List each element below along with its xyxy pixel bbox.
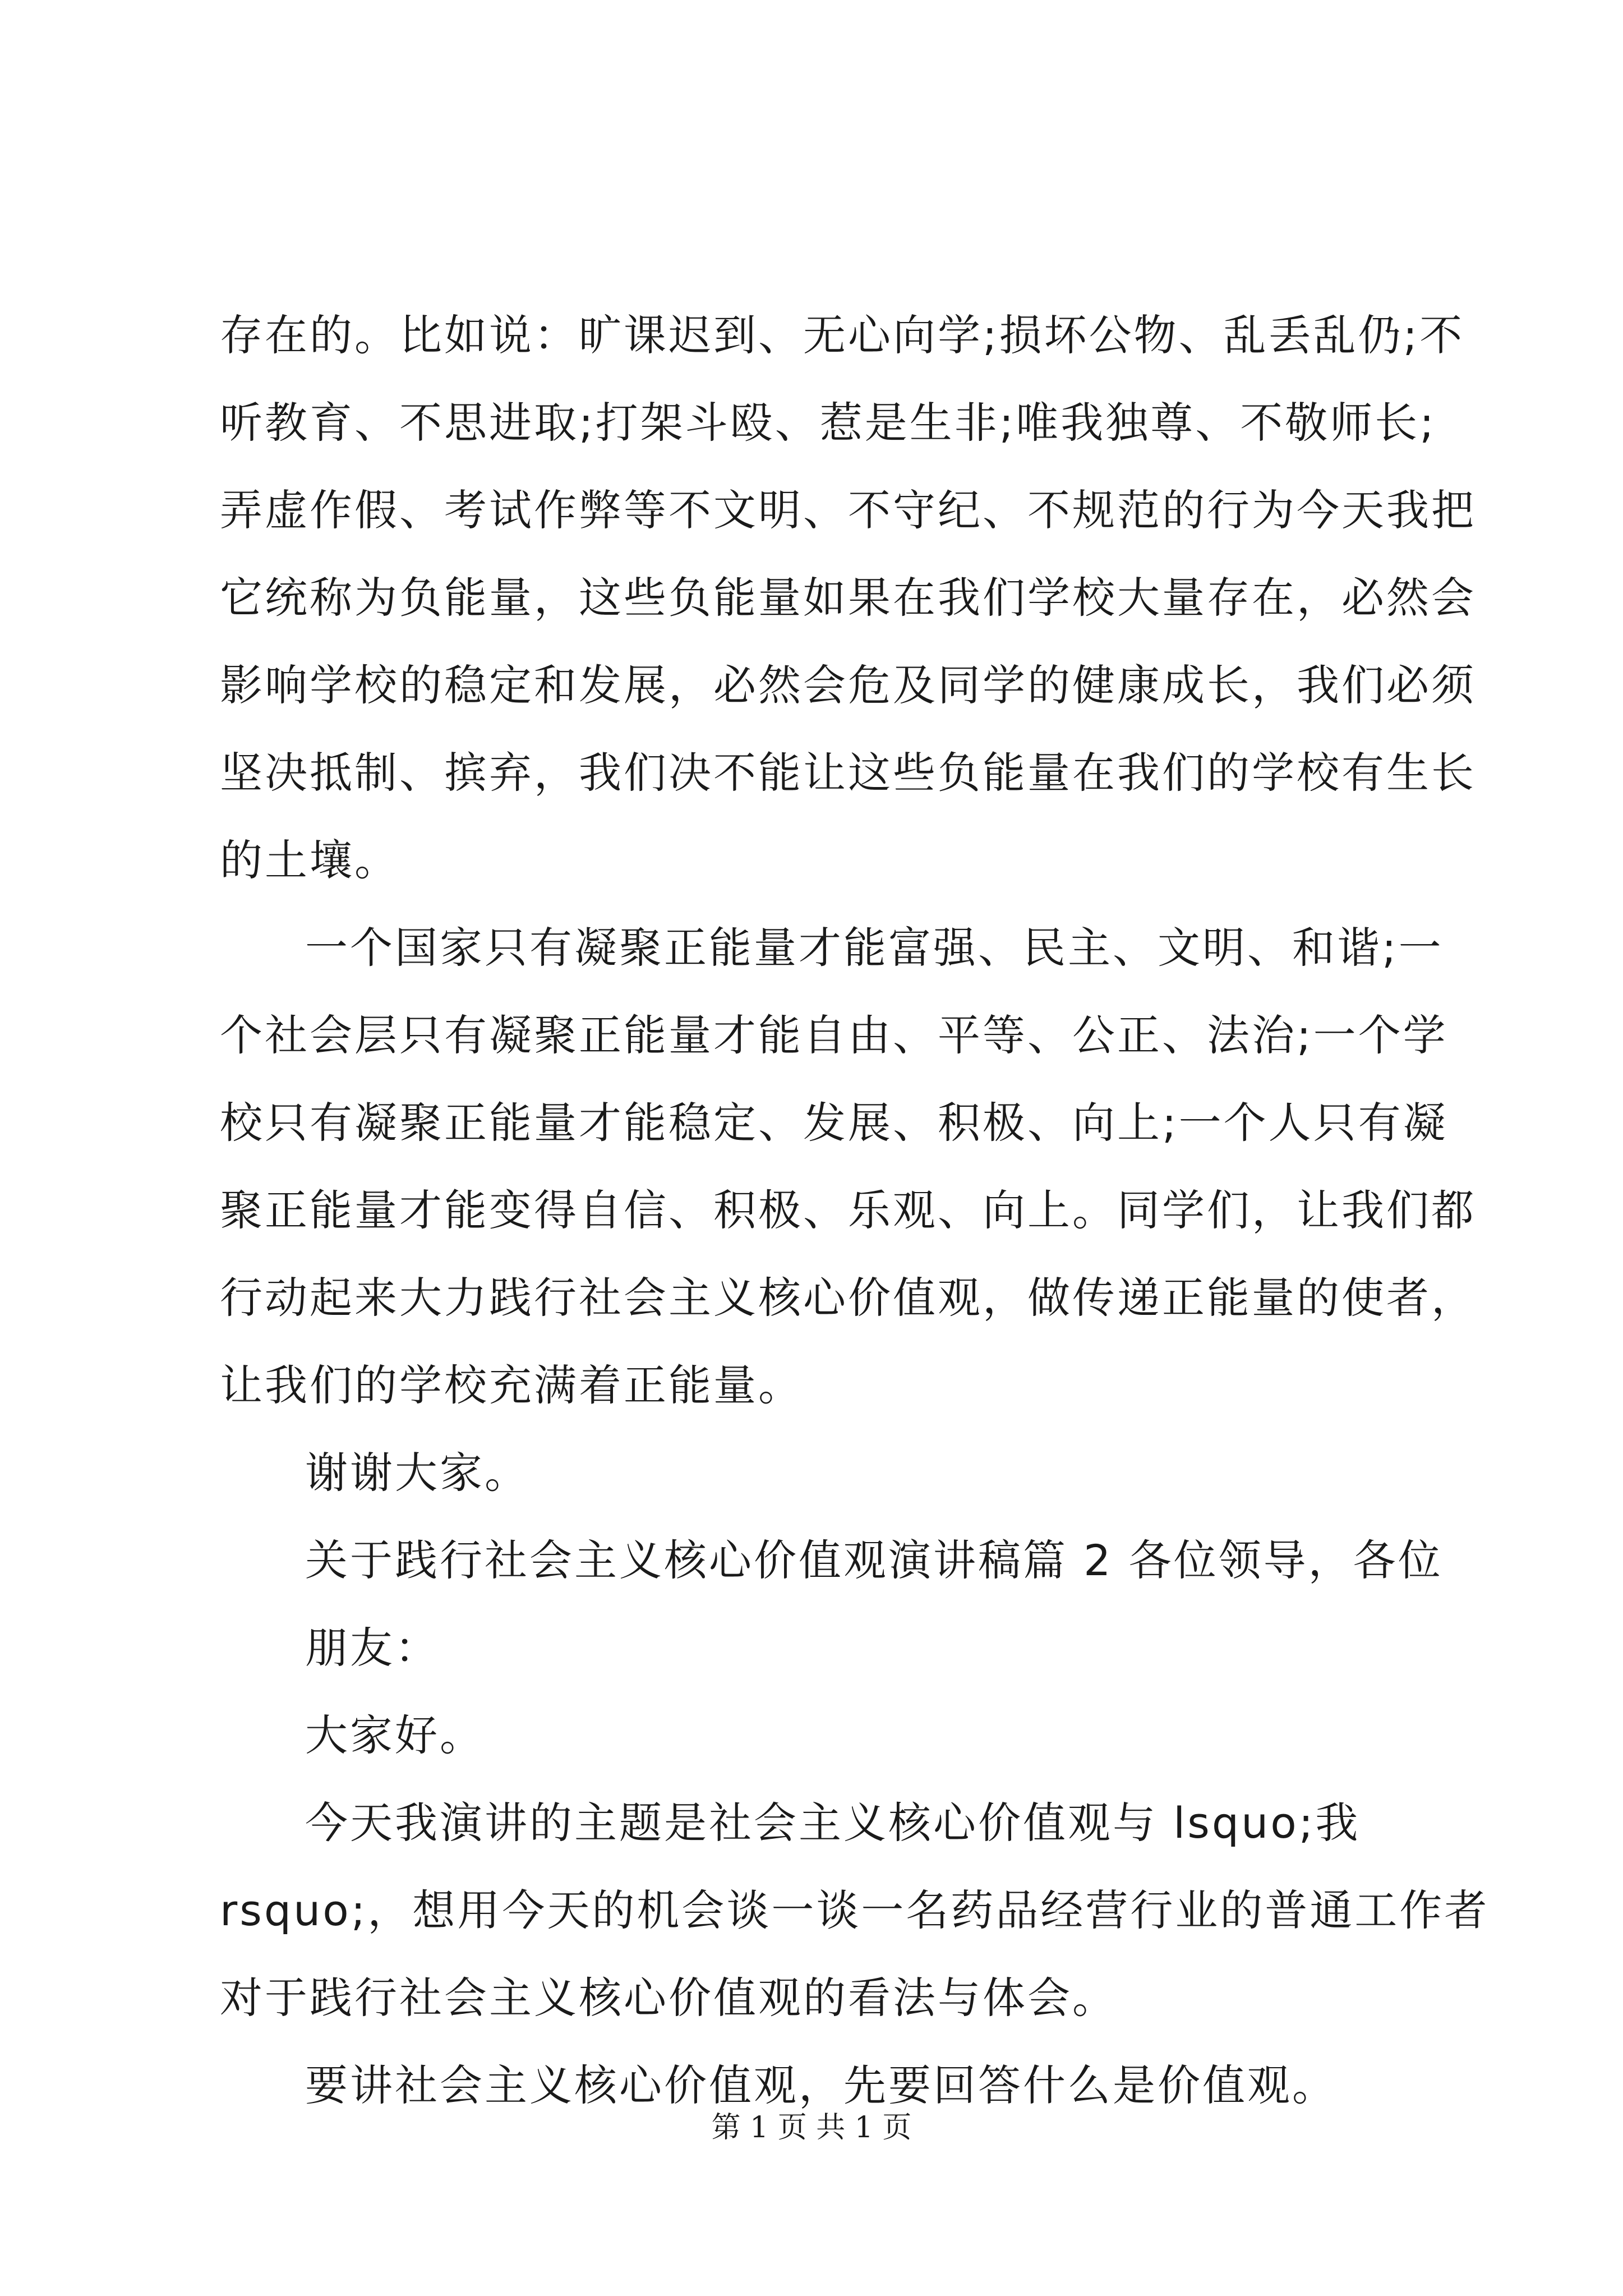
text-line: 今天我演讲的主题是社会主义核心价值观与 lsquo;我 <box>305 1798 1361 1848</box>
text-line: 它统称为负能量，这些负能量如果在我们学校大量存在，必然会 <box>220 573 1476 623</box>
text-line: 让我们的学校充满着正能量。 <box>220 1360 803 1410</box>
text-line: 关于践行社会主义核心价值观演讲稿篇 2 各位领导，各位 <box>305 1535 1443 1585</box>
text-line: 弄虚作假、考试作弊等不文明、不守纪、不规范的行为今天我把 <box>220 485 1476 535</box>
text-line: 对于践行社会主义核心价值观的看法与体会。 <box>220 1973 1117 2023</box>
text-line: 存在的。比如说：旷课迟到、无心向学;损坏公物、乱丢乱仍;不 <box>220 310 1465 360</box>
text-line: 要讲社会主义核心价值观，先要回答什么是价值观。 <box>305 2060 1337 2110</box>
text-line: 坚决抵制、摈弃，我们决不能让这些负能量在我们的学校有生长 <box>220 748 1476 798</box>
page-number-label: 第 1 页 共 1 页 <box>711 2111 912 2145</box>
text-line: 大家好。 <box>305 1710 485 1760</box>
text-line: 谢谢大家。 <box>305 1448 529 1498</box>
text-line: 的土壤。 <box>220 835 399 885</box>
text-line: 听教育、不思进取;打架斗殴、惹是生非;唯我独尊、不敬师长; <box>220 398 1436 448</box>
document-body <box>220 292 1490 2129</box>
text-line: 影响学校的稳定和发展，必然会危及同学的健康成长，我们必须 <box>220 660 1476 710</box>
text-line: 朋友： <box>305 1623 440 1673</box>
text-line: 聚正能量才能变得自信、积极、乐观、向上。同学们，让我们都 <box>220 1185 1476 1235</box>
text-line: 校只有凝聚正能量才能稳定、发展、积极、向上;一个人只有凝 <box>220 1098 1448 1148</box>
text-line: 行动起来大力践行社会主义核心价值观，做传递正能量的使者， <box>220 1273 1476 1323</box>
text-line: rsquo;，想用今天的机会谈一谈一名药品经营行业的普通工作者 <box>220 1885 1490 1935</box>
text-line: 一个国家只有凝聚正能量才能富强、民主、文明、和谐;一 <box>305 923 1444 973</box>
text-line: 个社会层只有凝聚正能量才能自由、平等、公正、法治;一个学 <box>220 1010 1448 1060</box>
page-footer <box>0 2104 1623 2146</box>
